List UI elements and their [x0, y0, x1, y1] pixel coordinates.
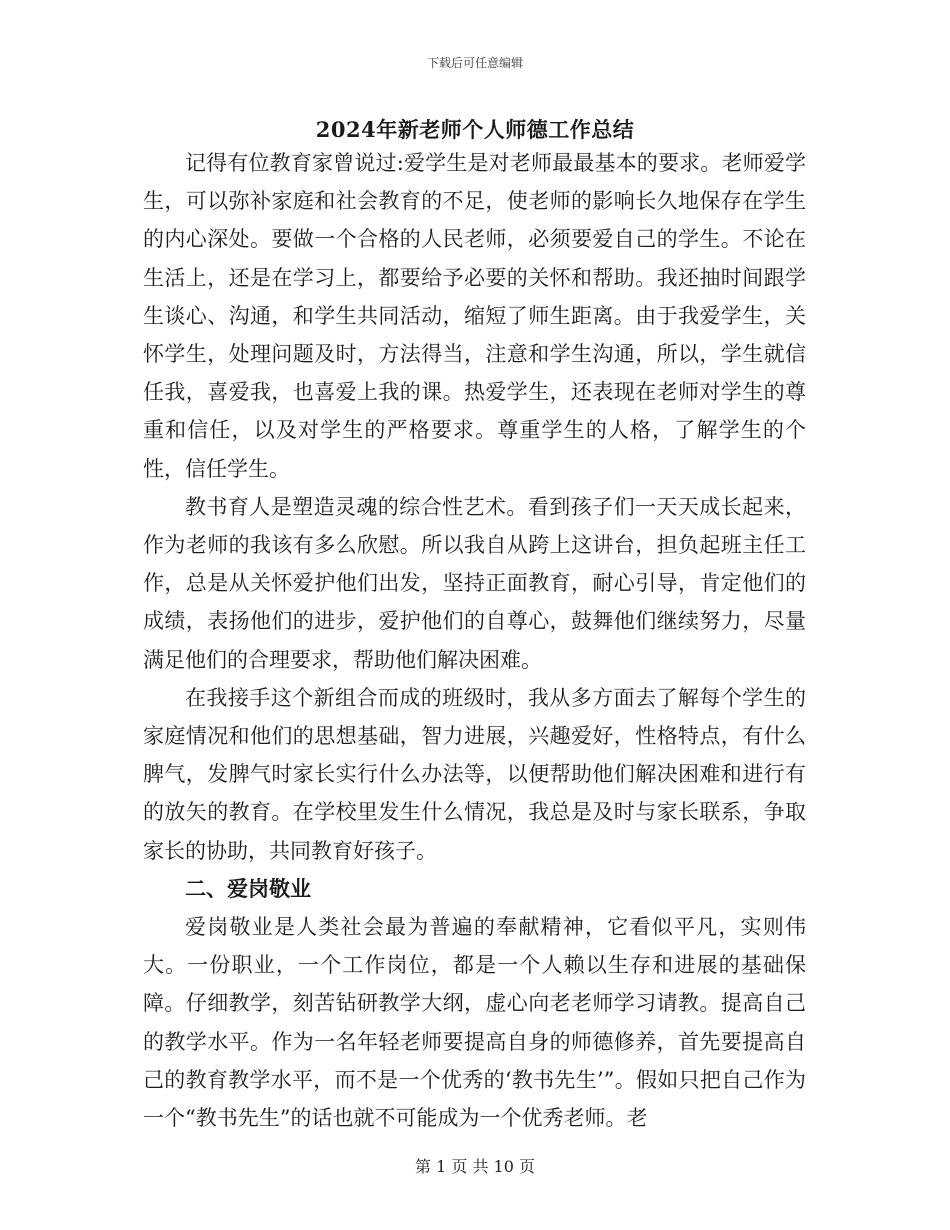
document-body	[143, 144, 806, 1137]
paragraph: 记得有位教育家曾说过:爱学生是对老师最最基本的要求。老师爱学生，可以弥补家庭和社会教育的不足，使老师的影响长久地保存在学生的内心深处。要做一个合格的人民老师，必须要爱自己的学生。不论在生活上，还是在学习上，都要给予必要的关怀和帮助。我还抽时间跟学生谈心、沟通，和学生共同活动，缩短了师生距离。由于我爱学生，关怀学生，处理问题及时，方法得当，注意和学生沟通，所以，学生就信任我，喜爱我，也喜爱上我的课。热爱学生，还表现在老师对学生的尊重和信任，以及对学生的严格要求。尊重学生的人格，了解学生的个性，信任学生。	[143, 151, 806, 481]
paragraph: 在我接手这个新组合而成的班级时，我从多方面去了解每个学生的家庭情况和他们的思想基础，智力进展，兴趣爱好，性格特点，有什么脾气，发脾气时家长实行什么办法等，以便帮助他们解决困难和进行有的放矢的教育。在学校里发生什么情况，我总是及时与家长联系，争取家长的协助，共同教育好孩子。	[143, 685, 806, 863]
header-note: 下载后可任意编辑	[426, 56, 523, 70]
page-number: 第 1 页 共 10 页	[415, 1157, 535, 1176]
section-heading: 二、爱岗敬业	[185, 875, 311, 901]
document-title: 2024年新老师个人师德工作总结	[315, 117, 635, 142]
paragraph: 教书育人是塑造灵魂的综合性艺术。看到孩子们一天天成长起来，作为老师的我该有多么欣慰。所以我自从跨上这讲台，担负起班主任工作，总是从关怀爱护他们出发，坚持正面教育，耐心引导，肯定他们的成绩，表扬他们的进步，爱护他们的自尊心，鼓舞他们继续努力，尽量满足他们的合理要求，帮助他们解决困难。	[143, 494, 806, 672]
paragraph: 爱岗敬业是人类社会最为普遍的奉献精神，它看似平凡，实则伟大。一份职业，一个工作岗位，都是一个人赖以生存和进展的基础保障。仔细教学，刻苦钻研教学大纲，虚心向老老师学习请教。提高自己的教学水平。作为一名年轻老师要提高自身的师德修养，首先要提高自己的教育教学水平，而不是一个优秀的‘教书先生’”。假如只把自己作为一个“教书先生”的话也就不可能成为一个优秀老师。老	[143, 915, 806, 1131]
